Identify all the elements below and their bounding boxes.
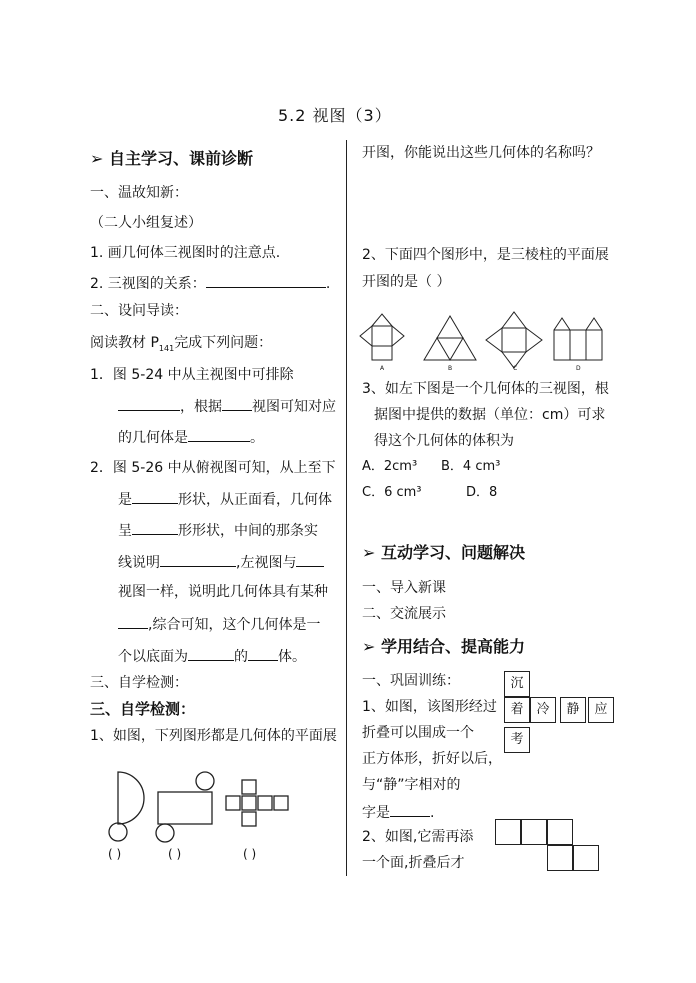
part-review-note: （二人小组复述）	[90, 215, 202, 231]
consolidation-1-line-3: 正方体形，折好以后，	[362, 751, 502, 767]
q1-text: 视图可知对应	[252, 399, 336, 415]
grid-square	[495, 819, 521, 845]
exercise-3-line-1: 3、如左下图是一个几何体的三视图，根	[362, 381, 609, 397]
part-guide-heading: 二、设问导读：	[90, 303, 188, 319]
option-label-d: D	[576, 365, 581, 372]
exercise-1-continued: 开图，你能说出这些几何体的名称吗？	[362, 145, 600, 161]
blank	[248, 646, 278, 661]
cone-base-circle	[109, 823, 127, 841]
option-b-net	[424, 316, 476, 360]
cube-cell-zhuo: 着	[504, 697, 530, 723]
question-2-line-4	[118, 552, 324, 572]
cube-net-squares	[226, 780, 288, 826]
cube-cell-chen: 沉	[504, 671, 530, 697]
option-a: A．2cm³	[362, 459, 418, 474]
blank	[206, 273, 326, 288]
self-check-heading: 三、自学检测：	[90, 675, 188, 691]
blank	[132, 520, 178, 535]
question-2-line-2	[118, 489, 332, 509]
blank	[160, 552, 236, 567]
reading-instruction	[90, 334, 272, 358]
interactive-item-1: 一、导入新课	[362, 580, 446, 596]
question-2-line-5: 视图一样，说明此几何体具有某种	[118, 584, 328, 600]
grid-square	[547, 819, 573, 845]
cylinder-bottom-circle	[156, 824, 174, 842]
grid-square	[521, 819, 547, 845]
cube-cell-ying: 应	[588, 697, 614, 723]
grid-square	[547, 845, 573, 871]
review-item-2-end: .	[325, 276, 331, 292]
exercise-2-line-2: 开图的是（ ）	[362, 274, 451, 290]
section-heading-interactive: ➢ 互动学习、问题解决	[362, 543, 525, 562]
option-d-net	[554, 318, 602, 360]
option-label-c: C	[513, 365, 518, 372]
consolidation-1-line-5	[362, 802, 434, 822]
blank	[118, 614, 148, 629]
section-heading-self-study: ➢ 自主学习、课前诊断	[90, 149, 253, 168]
blank	[390, 802, 430, 817]
reading-post: 完成下列问题：	[174, 335, 273, 351]
cube-cell-kao: 考	[504, 727, 530, 753]
blank	[188, 427, 250, 442]
page-title: 5.2 视图（3）	[278, 106, 392, 125]
q2-text: 是	[118, 492, 132, 508]
cylinder-side-rect	[158, 792, 212, 824]
exercise-1-text: 1、如图，下列图形都是几何体的平面展	[90, 728, 337, 744]
page-number: 141	[158, 343, 175, 353]
q1-text: ，根据	[180, 399, 222, 415]
cone-sector-shape	[118, 772, 144, 824]
reading-pre: 阅读教材 P	[90, 335, 159, 351]
question-1-line-1: 1．图 5-24 中从主视图中可排除	[90, 367, 294, 383]
q2-text: 个以底面为	[118, 649, 188, 665]
option-label-a: A	[380, 365, 385, 372]
consolidation-2-line-1: 2、如图,它需再添	[362, 829, 474, 845]
review-item-1: 1. 画几何体三视图时的注意点.	[90, 245, 281, 261]
exercise-3-line-2: 据图中提供的数据（单位：cm）可求	[374, 407, 606, 423]
c1-text: .	[430, 805, 435, 821]
interactive-item-2: 二、交流展示	[362, 606, 446, 622]
option-label-b: B	[448, 365, 453, 372]
option-b: B．4 cm³	[441, 459, 501, 474]
section-heading-application: ➢ 学用结合、提高能力	[362, 637, 525, 656]
grid-square	[573, 845, 599, 871]
review-item-2-label: 2. 三视图的关系：	[90, 276, 206, 292]
question-2-line-6	[118, 614, 320, 634]
q2-text: 的	[234, 649, 248, 665]
blank	[118, 396, 180, 411]
blank	[188, 646, 234, 661]
exercise-2-line-1: 2、下面四个图形中，是三棱柱的平面展	[362, 247, 609, 263]
cylinder-top-circle	[196, 772, 214, 790]
q2-text: 形形状，中间的那条实	[178, 523, 318, 539]
q2-text: 形状，从正面看，几何体	[178, 492, 332, 508]
q2-text: ,左视图与	[236, 555, 297, 571]
q1-text: 。	[250, 430, 264, 446]
blank	[222, 396, 252, 411]
exercise-3-line-3: 得这个几何体的体积为	[374, 433, 514, 449]
answer-paren-1: ( )	[108, 847, 122, 861]
consolidation-1-line-2: 折叠可以围成一个	[362, 725, 474, 741]
option-a-net	[360, 314, 404, 360]
cube-cell-jing: 静	[560, 697, 586, 723]
part-review-heading: 一、温故知新：	[90, 185, 188, 201]
option-d: D．8	[466, 485, 498, 500]
q2-text: 呈	[118, 523, 132, 539]
question-1-line-2	[118, 396, 336, 416]
consolidation-1-line-4: 与“静”字相对的	[362, 777, 461, 793]
answer-paren-2: ( )	[168, 847, 182, 861]
blank	[132, 489, 178, 504]
question-2-line-3	[118, 520, 318, 540]
question-1-line-3	[118, 427, 264, 447]
consolidation-heading: 一、巩固训练：	[362, 673, 460, 689]
option-c-net	[486, 312, 542, 368]
consolidation-1-line-1: 1、如图，该图形经过	[362, 699, 497, 715]
review-item-2	[90, 273, 330, 293]
c1-text: 字是	[362, 805, 390, 821]
self-check-heading-bold: 三、自学检测：	[90, 700, 196, 718]
q2-text: 体。	[278, 649, 306, 665]
q2-text: ,综合可知，这个几何体是一	[148, 617, 321, 633]
blank	[296, 552, 324, 567]
prism-net-options	[358, 308, 608, 374]
q2-text: 线说明	[118, 555, 160, 571]
consolidation-2-line-2: 一个面,折叠后才	[362, 855, 465, 871]
net-figures-left	[100, 768, 300, 848]
question-2-line-1: 2．图 5-26 中从俯视图可知，从上至下	[90, 460, 336, 476]
question-2-line-7	[118, 646, 306, 666]
option-c: C．6 cm³	[362, 485, 422, 500]
column-divider	[346, 140, 347, 876]
q1-text: 的几何体是	[118, 430, 188, 446]
cube-cell-leng: 冷	[530, 697, 556, 723]
answer-paren-3: ( )	[243, 847, 257, 861]
